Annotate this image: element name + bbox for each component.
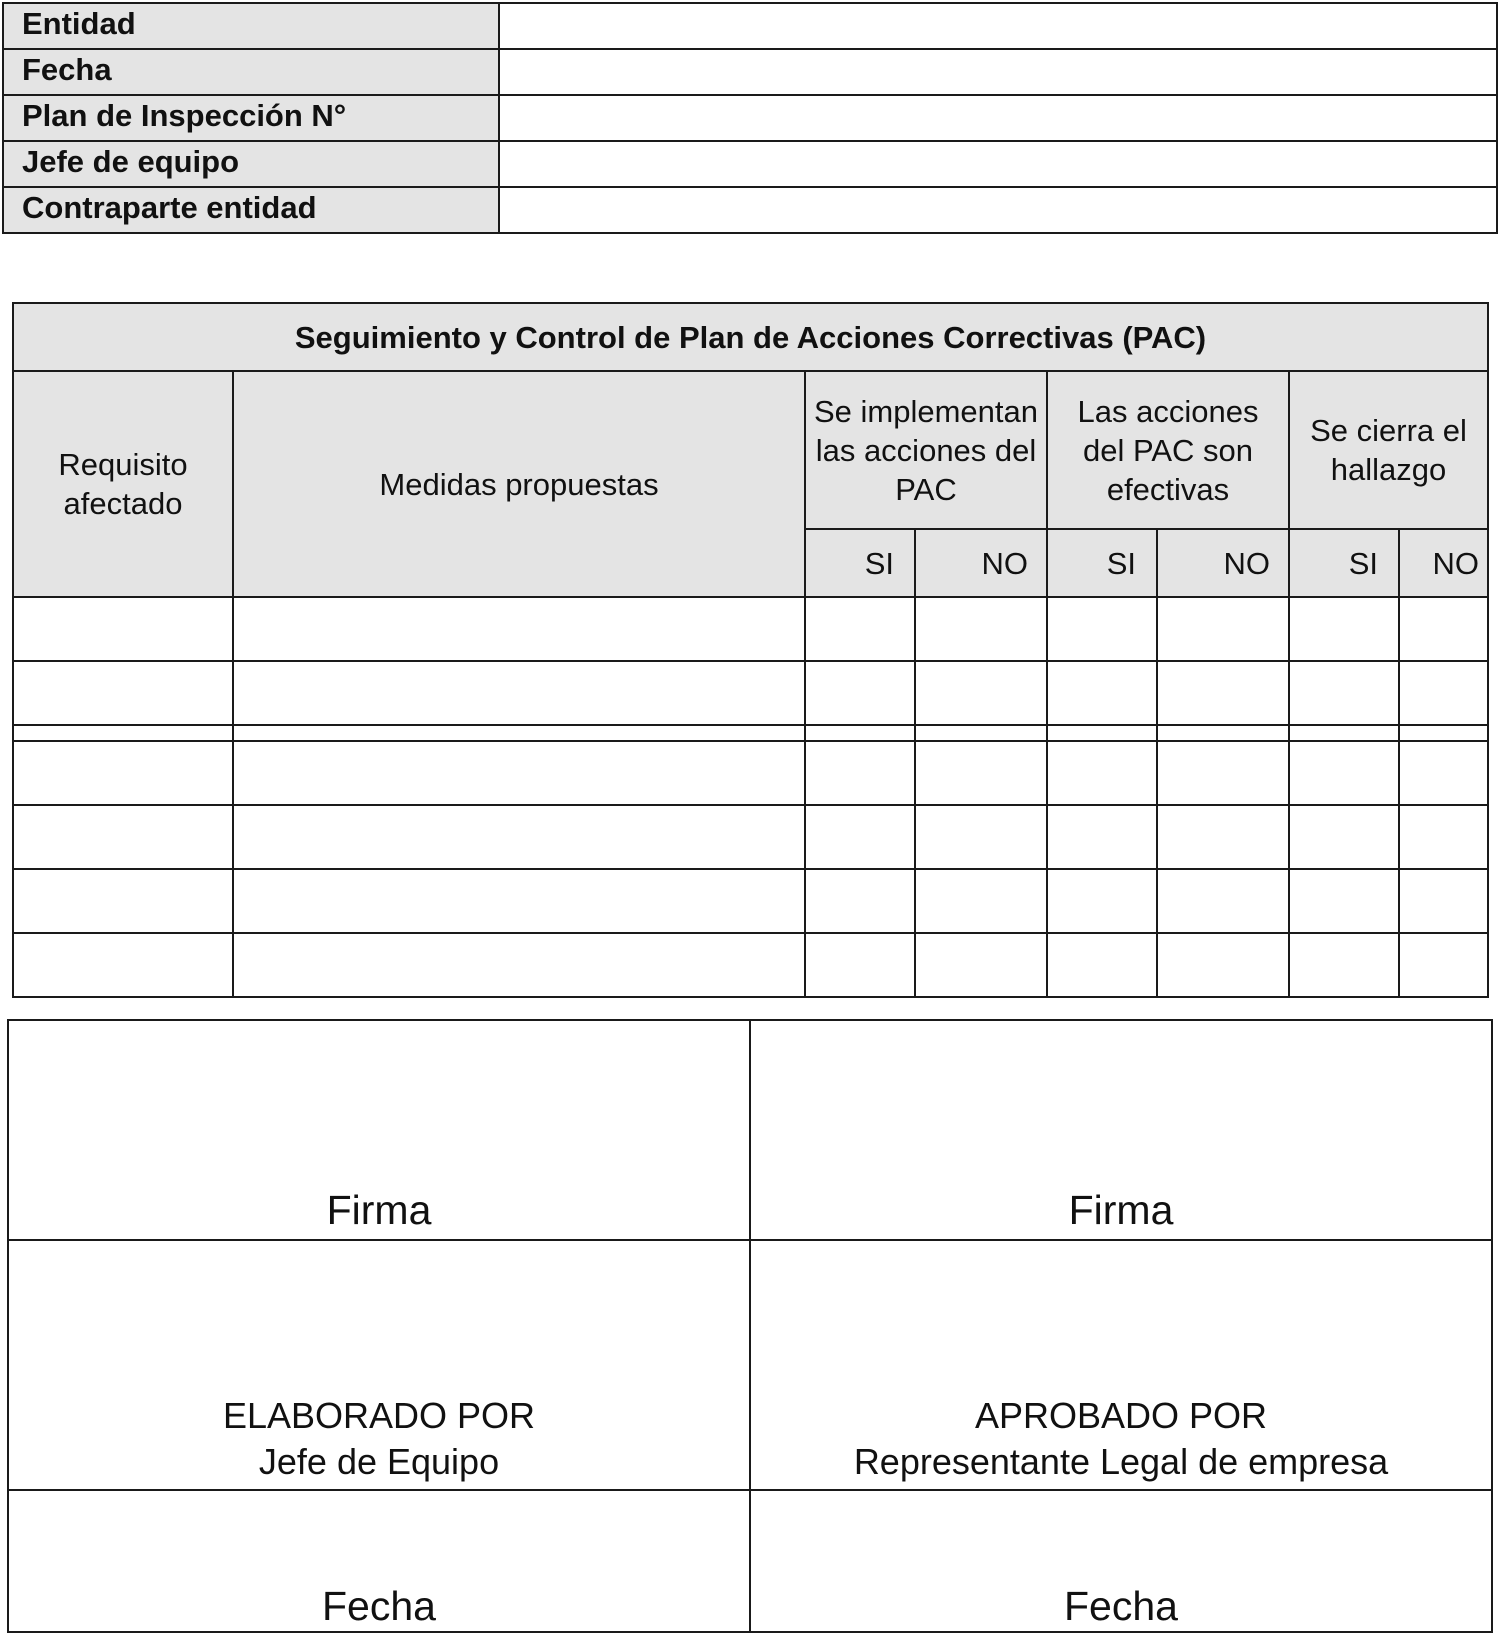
requisito-cell[interactable] bbox=[13, 661, 233, 725]
efectivas-no-cell[interactable] bbox=[1157, 725, 1289, 741]
elaborado-role: ELABORADO POR bbox=[222, 1395, 536, 1436]
pac-body bbox=[13, 597, 1488, 997]
efectivas-si-cell[interactable] bbox=[1047, 741, 1157, 805]
jefe-equipo-field[interactable] bbox=[499, 141, 1497, 187]
info-label: Entidad bbox=[3, 3, 499, 49]
efectivas-no-cell[interactable] bbox=[1157, 741, 1289, 805]
fecha-field[interactable] bbox=[499, 49, 1497, 95]
header-no: NO bbox=[1157, 529, 1289, 597]
implementan-no-cell[interactable] bbox=[915, 725, 1047, 741]
header-cierra: Se cierra el hallazgo bbox=[1289, 371, 1488, 529]
efectivas-si-cell[interactable] bbox=[1047, 661, 1157, 725]
implementan-no-cell[interactable] bbox=[915, 661, 1047, 725]
medidas-cell[interactable] bbox=[233, 805, 805, 869]
table-row bbox=[13, 933, 1488, 997]
cierra-no-cell[interactable] bbox=[1399, 725, 1488, 741]
medidas-cell[interactable] bbox=[233, 933, 805, 997]
header-implementan: Se implementan las acciones del PAC bbox=[805, 371, 1047, 529]
efectivas-no-cell[interactable] bbox=[1157, 661, 1289, 725]
cierra-no-cell[interactable] bbox=[1399, 869, 1488, 933]
efectivas-no-cell[interactable] bbox=[1157, 805, 1289, 869]
medidas-cell[interactable] bbox=[233, 661, 805, 725]
elaborado-por-cell bbox=[8, 1240, 750, 1490]
firma-elaborado[interactable]: Firma bbox=[8, 1020, 750, 1240]
cierra-no-cell[interactable] bbox=[1399, 597, 1488, 661]
info-row-entidad bbox=[3, 3, 1497, 49]
cierra-si-cell[interactable] bbox=[1289, 933, 1399, 997]
implementan-no-cell[interactable] bbox=[915, 805, 1047, 869]
header-medidas: Medidas propuestas bbox=[233, 371, 805, 597]
implementan-si-cell[interactable] bbox=[805, 933, 915, 997]
requisito-cell[interactable] bbox=[13, 725, 233, 741]
info-row-fecha bbox=[3, 49, 1497, 95]
table-row bbox=[13, 805, 1488, 869]
cierra-si-cell[interactable] bbox=[1289, 597, 1399, 661]
aprobado-role: APROBADO POR bbox=[974, 1395, 1268, 1436]
aprobado-por-cell bbox=[750, 1240, 1492, 1490]
efectivas-si-cell[interactable] bbox=[1047, 805, 1157, 869]
implementan-no-cell[interactable] bbox=[915, 933, 1047, 997]
requisito-cell[interactable] bbox=[13, 597, 233, 661]
table-row bbox=[13, 725, 1488, 741]
efectivas-no-cell[interactable] bbox=[1157, 597, 1289, 661]
requisito-cell[interactable] bbox=[13, 933, 233, 997]
efectivas-si-cell[interactable] bbox=[1047, 597, 1157, 661]
medidas-cell[interactable] bbox=[233, 741, 805, 805]
contraparte-field[interactable] bbox=[499, 187, 1497, 233]
implementan-no-cell[interactable] bbox=[915, 597, 1047, 661]
requisito-cell[interactable] bbox=[13, 741, 233, 805]
elaborado-person: Jefe de Equipo bbox=[258, 1441, 500, 1482]
table-row bbox=[13, 597, 1488, 661]
implementan-si-cell[interactable] bbox=[805, 661, 915, 725]
table-row bbox=[13, 661, 1488, 725]
aprobado-person: Representante Legal de empresa bbox=[853, 1441, 1389, 1482]
efectivas-si-cell[interactable] bbox=[1047, 725, 1157, 741]
header-si: SI bbox=[1047, 529, 1157, 597]
cierra-no-cell[interactable] bbox=[1399, 741, 1488, 805]
cierra-no-cell[interactable] bbox=[1399, 933, 1488, 997]
cierra-no-cell[interactable] bbox=[1399, 661, 1488, 725]
info-table bbox=[2, 2, 1498, 234]
medidas-cell[interactable] bbox=[233, 869, 805, 933]
header-requisito: Requisito afectado bbox=[13, 371, 233, 597]
implementan-si-cell[interactable] bbox=[805, 741, 915, 805]
info-label: Fecha bbox=[3, 49, 499, 95]
header-no: NO bbox=[915, 529, 1047, 597]
fecha-elaborado[interactable]: Fecha bbox=[8, 1490, 750, 1632]
pac-title: Seguimiento y Control de Plan de Acciones Correctivas (PAC) bbox=[13, 303, 1488, 371]
signature-table bbox=[7, 1019, 1493, 1633]
info-label: Jefe de equipo bbox=[3, 141, 499, 187]
table-row bbox=[13, 741, 1488, 805]
cierra-si-cell[interactable] bbox=[1289, 725, 1399, 741]
medidas-cell[interactable] bbox=[233, 725, 805, 741]
entidad-field[interactable] bbox=[499, 3, 1497, 49]
table-row bbox=[13, 869, 1488, 933]
info-label: Plan de Inspección N° bbox=[3, 95, 499, 141]
header-si: SI bbox=[1289, 529, 1399, 597]
header-no: NO bbox=[1399, 529, 1488, 597]
implementan-si-cell[interactable] bbox=[805, 869, 915, 933]
implementan-si-cell[interactable] bbox=[805, 597, 915, 661]
implementan-no-cell[interactable] bbox=[915, 869, 1047, 933]
efectivas-no-cell[interactable] bbox=[1157, 869, 1289, 933]
fecha-aprobado[interactable]: Fecha bbox=[750, 1490, 1492, 1632]
efectivas-no-cell[interactable] bbox=[1157, 933, 1289, 997]
implementan-si-cell[interactable] bbox=[805, 725, 915, 741]
header-si: SI bbox=[805, 529, 915, 597]
efectivas-si-cell[interactable] bbox=[1047, 933, 1157, 997]
cierra-si-cell[interactable] bbox=[1289, 661, 1399, 725]
info-row-jefe bbox=[3, 141, 1497, 187]
cierra-si-cell[interactable] bbox=[1289, 869, 1399, 933]
info-label: Contraparte entidad bbox=[3, 187, 499, 233]
cierra-no-cell[interactable] bbox=[1399, 805, 1488, 869]
implementan-no-cell[interactable] bbox=[915, 741, 1047, 805]
firma-aprobado[interactable]: Firma bbox=[750, 1020, 1492, 1240]
pac-table bbox=[12, 302, 1489, 998]
medidas-cell[interactable] bbox=[233, 597, 805, 661]
cierra-si-cell[interactable] bbox=[1289, 741, 1399, 805]
info-row-contraparte bbox=[3, 187, 1497, 233]
requisito-cell[interactable] bbox=[13, 805, 233, 869]
cierra-si-cell[interactable] bbox=[1289, 805, 1399, 869]
info-row-plan bbox=[3, 95, 1497, 141]
efectivas-si-cell[interactable] bbox=[1047, 869, 1157, 933]
requisito-cell[interactable] bbox=[13, 869, 233, 933]
plan-inspeccion-field[interactable] bbox=[499, 95, 1497, 141]
implementan-si-cell[interactable] bbox=[805, 805, 915, 869]
header-efectivas: Las acciones del PAC son efectivas bbox=[1047, 371, 1289, 529]
